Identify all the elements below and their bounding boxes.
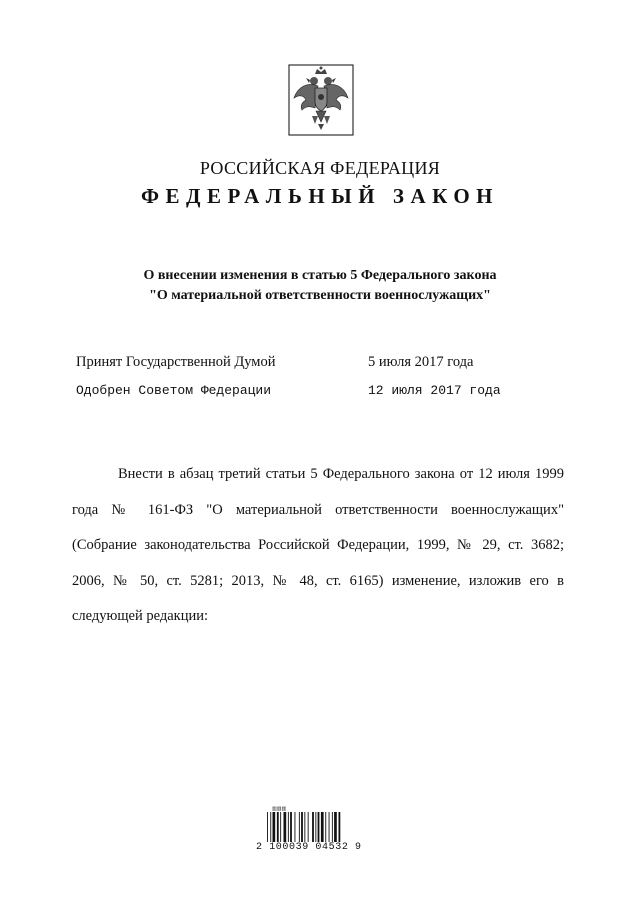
- barcode-bar: [277, 812, 279, 842]
- council-approval-date: 12 июля 2017 года: [368, 383, 501, 398]
- barcode-header-mark: ▥▥▥: [272, 806, 287, 812]
- law-title: [0, 266, 640, 306]
- barcode-bar: [329, 812, 330, 842]
- duma-adoption-label: Принят Государственной Думой: [76, 354, 276, 370]
- barcode-bar: [339, 812, 341, 842]
- barcode-bar: [288, 812, 289, 842]
- barcode-bar: [312, 812, 314, 842]
- document-type-heading: ФЕДЕРАЛЬНЫЙ ЗАКОН: [141, 184, 499, 208]
- barcode-bar: [308, 812, 309, 842]
- country-name: РОССИЙСКАЯ ФЕДЕРАЦИЯ: [199, 158, 441, 178]
- body-paragraph-text: Внести в абзац третий статьи 5 Федерального закона от 12 июля 1999 года № 161-ФЗ "О материальной ответственности военнослужащих" (Собрание законодательства Российской Федерации, 1999, № 29, ст. 3682; 2006, № 50, ст. 5281; 2013, № 48, ст. 6165) изменение, изложив его в следующей редакции:: [72, 466, 564, 624]
- barcode-bar: [267, 812, 268, 842]
- barcode-bar: [315, 812, 316, 842]
- barcode-bar: [295, 812, 296, 842]
- barcode-bar: [321, 812, 324, 842]
- barcode-bar: [304, 812, 305, 842]
- barcode-bar: [270, 812, 271, 842]
- barcode-bar: [299, 812, 300, 842]
- russian-coat-of-arms-icon: [288, 64, 354, 136]
- law-title-line-1: О внесении изменения в статью 5 Федерального закона: [143, 268, 497, 283]
- barcode-bar: [280, 812, 281, 842]
- barcode-bar: [273, 812, 276, 842]
- council-approval-label: Одобрен Советом Федерации: [76, 383, 272, 398]
- barcode-number: 2 100039 04532 9: [256, 842, 362, 853]
- barcode-bar: [332, 812, 333, 842]
- barcode-bar: [284, 812, 287, 842]
- barcode-bar: [290, 812, 292, 842]
- barcode-bar: [318, 812, 320, 842]
- barcode-bar: [325, 812, 326, 842]
- barcode-icon: [266, 812, 362, 842]
- barcode-bar: [334, 812, 337, 842]
- barcode-bar: [301, 812, 303, 842]
- body-paragraph: [72, 457, 564, 635]
- law-title-line-2: "О материальной ответственности военнослужащих": [149, 288, 491, 303]
- duma-adoption-date: 5 июля 2017 года: [368, 354, 474, 370]
